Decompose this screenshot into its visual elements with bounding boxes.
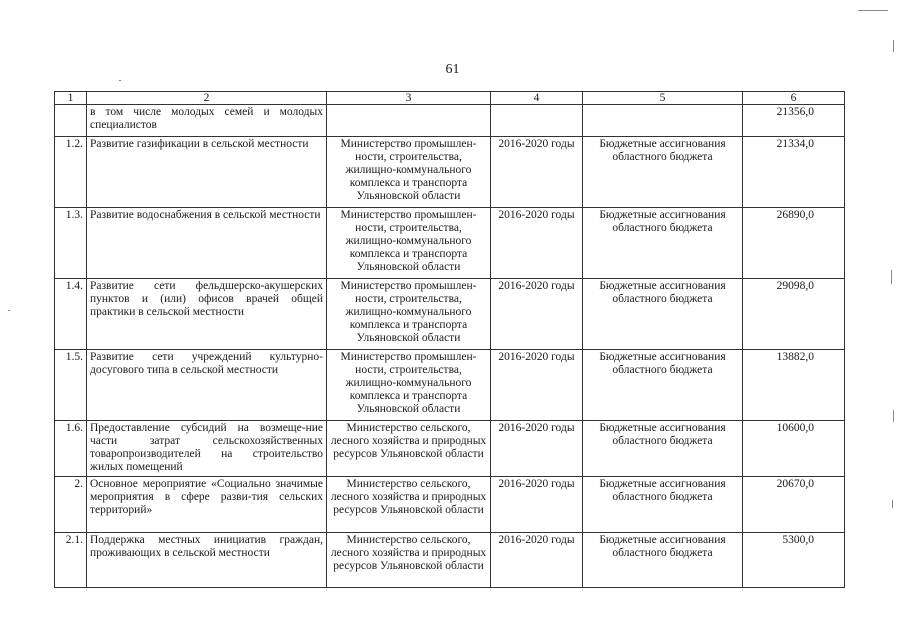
scan-speck — [891, 270, 892, 284]
executor: Министерство промышлен-ности, строительства, жилищно-коммунального комплекса и транспорта Ульяновской области — [327, 350, 491, 421]
scan-speck — [119, 80, 121, 81]
table-row — [55, 208, 845, 279]
table-row — [55, 477, 845, 533]
activity-name: Основное мероприятие «Социально значимые мероприятия в сфере разви-тия сельских территорий» — [87, 477, 327, 533]
activity-name: Предоставление субсидий на возмеще-ние части затрат сельскохозяйственных товаропроизводителей на строительство жилых помещений — [87, 421, 327, 477]
header-cell: 5 — [583, 92, 743, 105]
table-row — [55, 421, 845, 477]
executor — [327, 105, 491, 137]
funding-source — [583, 105, 743, 137]
executor: Министерство промышлен-ности, строительства, жилищно-коммунального комплекса и транспорта Ульяновской области — [327, 137, 491, 208]
amount: 20670,0 — [743, 477, 845, 533]
executor: Министерство промышлен-ности, строительства, жилищно-коммунального комплекса и транспорта Ульяновской области — [327, 208, 491, 279]
executor: Министерство сельского, лесного хозяйства и природных ресурсов Ульяновской области — [327, 477, 491, 533]
funding-source: Бюджетные ассигнования областного бюджета — [583, 477, 743, 533]
period: 2016-2020 годы — [491, 477, 583, 533]
scan-speck — [893, 410, 894, 422]
funding-source: Бюджетные ассигнования областного бюджета — [583, 421, 743, 477]
amount: 21334,0 — [743, 137, 845, 208]
table-row — [55, 533, 845, 588]
row-number: 1.5. — [55, 350, 87, 421]
row-number: 1.6. — [55, 421, 87, 477]
amount: 5300,0 — [743, 533, 845, 588]
amount: 21356,0 — [743, 105, 845, 137]
funding-source: Бюджетные ассигнования областного бюджета — [583, 350, 743, 421]
amount: 26890,0 — [743, 208, 845, 279]
period: 2016-2020 годы — [491, 421, 583, 477]
scan-speck — [892, 500, 893, 508]
amount: 10600,0 — [743, 421, 845, 477]
period: 2016-2020 годы — [491, 208, 583, 279]
table-row — [55, 279, 845, 350]
header-cell: 4 — [491, 92, 583, 105]
row-number — [55, 105, 87, 137]
period: 2016-2020 годы — [491, 533, 583, 588]
page-number: 61 — [445, 62, 460, 77]
program-table — [54, 91, 845, 588]
scan-speck — [858, 10, 888, 11]
period: 2016-2020 годы — [491, 137, 583, 208]
activity-name: Развитие газификации в сельской местности — [87, 137, 327, 208]
table-row — [55, 137, 845, 208]
funding-source: Бюджетные ассигнования областного бюджета — [583, 208, 743, 279]
executor: Министерство промышлен-ности, строительства, жилищно-коммунального комплекса и транспорта Ульяновской области — [327, 279, 491, 350]
header-cell: 2 — [87, 92, 327, 105]
period — [491, 105, 583, 137]
row-number: 1.2. — [55, 137, 87, 208]
activity-name: Развитие сети учреждений культурно-досугового типа в сельской местности — [87, 350, 327, 421]
activity-name: Развитие сети фельдшерско-акушерских пунктов и (или) офисов врачей общей практики в сельской местности — [87, 279, 327, 350]
table-row — [55, 105, 845, 137]
header-cell: 3 — [327, 92, 491, 105]
scan-speck — [893, 40, 894, 52]
funding-source: Бюджетные ассигнования областного бюджета — [583, 137, 743, 208]
scan-speck — [8, 310, 10, 311]
funding-source: Бюджетные ассигнования областного бюджета — [583, 533, 743, 588]
row-number: 2. — [55, 477, 87, 533]
activity-name: в том числе молодых семей и молодых специалистов — [87, 105, 327, 137]
funding-source: Бюджетные ассигнования областного бюджета — [583, 279, 743, 350]
period: 2016-2020 годы — [491, 279, 583, 350]
amount: 13882,0 — [743, 350, 845, 421]
row-number: 1.3. — [55, 208, 87, 279]
period: 2016-2020 годы — [491, 350, 583, 421]
row-number: 1.4. — [55, 279, 87, 350]
executor: Министерство сельского, лесного хозяйства и природных ресурсов Ульяновской области — [327, 421, 491, 477]
amount: 29098,0 — [743, 279, 845, 350]
header-cell: 6 — [743, 92, 845, 105]
header-row — [55, 92, 845, 105]
executor: Министерство сельского, лесного хозяйства и природных ресурсов Ульяновской области — [327, 533, 491, 588]
table-row — [55, 350, 845, 421]
activity-name: Развитие водоснабжения в сельской местности — [87, 208, 327, 279]
header-cell: 1 — [55, 92, 87, 105]
row-number: 2.1. — [55, 533, 87, 588]
activity-name: Поддержка местных инициатив граждан, проживающих в сельской местности — [87, 533, 327, 588]
